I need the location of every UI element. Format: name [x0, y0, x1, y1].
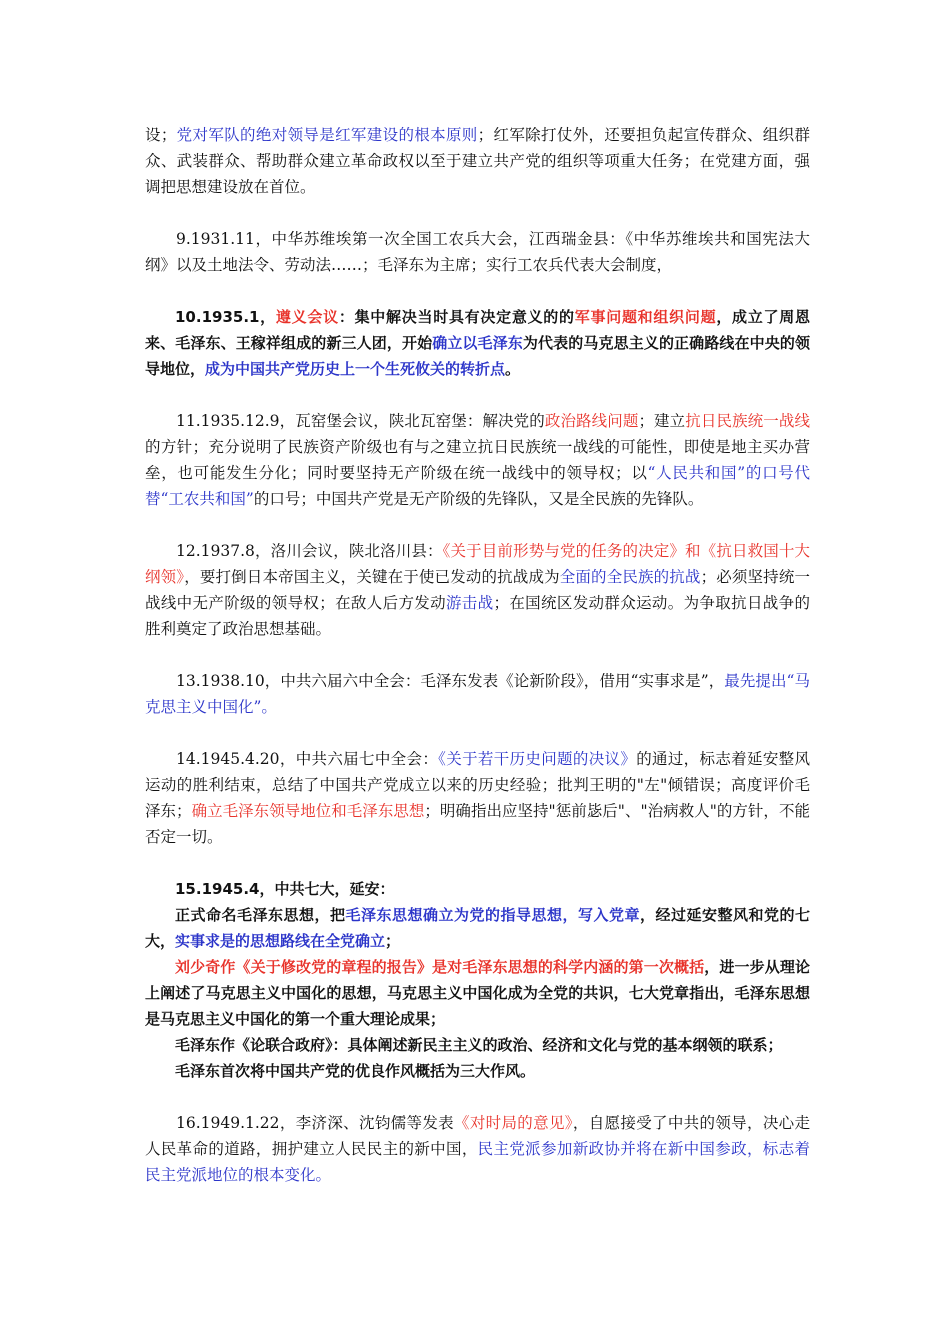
paragraph-12 — [145, 538, 810, 642]
text: 9.1931.11，中华苏维埃第一次全国工农兵大会，江西瑞金县：《中华苏维埃共和国宪法大纲》以及土地法令、劳动法……；毛泽东为主席；实行工农兵代表大会制度， — [145, 230, 810, 274]
text: 14.1945.4.20，中共六届七中全会： — [176, 750, 439, 768]
text: 11.1935.12.9，瓦窑堡会议，陕北瓦窑堡：解决党的 — [176, 412, 545, 430]
highlight-blue: 民主党派参加新政协并将在新中国参政，标志着民主党派地位的根本变化。 — [145, 1140, 810, 1184]
text: 为代表的马克思主义的正确路线在中央的领导地位， — [145, 334, 810, 378]
highlight-blue: 游击战 — [445, 594, 494, 612]
text: ；红军除打仗外，还要担负起宣传群众、组织群众、武装群众、帮助群众建立革命政权以至于建立共产党的组织等项重大任务；在党建方面，强调把思想建设放在首位。 — [145, 126, 810, 196]
text: 16.1949.1.22，李济深、沈钧儒等发表 — [176, 1114, 454, 1132]
paragraph-15-heading — [145, 876, 810, 902]
paragraph-15-line-2 — [145, 954, 810, 1032]
paragraph-13 — [145, 668, 810, 720]
highlight-blue: 全面的全民族的抗战 — [559, 568, 701, 586]
highlight-blue: 党对军队的绝对领导是红军建设的根本原则 — [176, 126, 478, 144]
highlight-red: 遵义会议 — [275, 308, 339, 326]
highlight-blue: 成为中国共产党历史上一个生死攸关的转折点 — [205, 360, 506, 378]
text: ，自愿接受了中共的领导，决心走人民革命的道路，拥护建立人民民主的新中国， — [145, 1114, 810, 1158]
paragraph-15 — [145, 876, 810, 1084]
paragraph-8-continuation — [145, 122, 810, 200]
text: ，成立了周恩来、毛泽东、王稼祥组成的新三人团，开始 — [145, 308, 810, 352]
text: ；明确指出应坚持"惩前毖后"、"治病救人"的方针，不能否定一切。 — [145, 802, 810, 846]
text: 毛泽东作《论联合政府》：具体阐述新民主主义的政治、经济和文化与党的基本纲领的联系； — [175, 1036, 783, 1054]
highlight-blue: 确立以毛泽东 — [432, 334, 523, 352]
highlight-red: 确立毛泽东领导地位和毛泽东思想 — [191, 802, 425, 820]
text: ：集中解决当时具有决定意义的的 — [338, 308, 575, 326]
highlight-red: 刘少奇作《关于修改党的章程的报告》是对毛泽东思想的科学内涵的第一次概括 — [175, 958, 705, 976]
highlight-red: 政治路线问题 — [544, 412, 639, 430]
text: ，经过延安整风和党的七大， — [145, 906, 810, 950]
text: 12.1937.8，洛川会议，陕北洛川县： — [176, 542, 443, 560]
text: 的通过，标志着延安整风运动的胜利结束，总结了中国共产党成立以来的历史经验；批判王明的"左"倾错误；高度评价毛泽东； — [145, 750, 810, 820]
text: 。 — [505, 360, 521, 378]
text: ；必须坚持统一战线中无产阶级的领导权；在敌人后方发动 — [145, 568, 810, 612]
highlight-blue: “人民共和国”的口号代替“工农共和国” — [145, 464, 810, 508]
highlight-blue: 《关于若干历史问题的决议》 — [438, 750, 637, 768]
highlight-blue: 最先提出“马克思主义中国化”。 — [145, 672, 810, 716]
paragraph-14 — [145, 746, 810, 850]
text: 正式命名毛泽东思想，把 — [175, 906, 346, 924]
text: 的口号；中国共产党是无产阶级的先锋队，又是全民族的先锋队。 — [253, 490, 704, 508]
highlight-blue: 毛泽东思想确立为党的指导思想，写入党章 — [345, 906, 640, 924]
text: ，要打倒日本帝国主义，关键在于使已发动的抗战成为 — [184, 568, 560, 586]
text: 15.1945.4，中共七大，延安： — [175, 880, 395, 898]
text: ；在国统区发动群众运动。为争取抗日战争的胜利奠定了政治思想基础。 — [145, 594, 810, 638]
highlight-red: 抗日民族统一战线 — [685, 412, 810, 430]
text: ； — [385, 932, 401, 950]
paragraph-15-line-4 — [145, 1058, 810, 1084]
document-page — [145, 122, 810, 1214]
paragraph-15-line-3 — [145, 1032, 810, 1058]
paragraph-15-line-1 — [145, 902, 810, 954]
paragraph-16 — [145, 1110, 810, 1188]
text: 毛泽东首次将中国共产党的优良作风概括为三大作风。 — [175, 1062, 536, 1080]
text: ；建立 — [638, 412, 686, 430]
highlight-red: 军事问题和组织问题 — [574, 308, 717, 326]
highlight-red: 《对时局的意见》 — [453, 1114, 573, 1132]
text: 13.1938.10，中共六届六中全会：毛泽东发表《论新阶段》，借用“实事求是”， — [176, 672, 725, 690]
highlight-red: 《关于目前形势与党的任务的决定》和《抗日救国十大纲领》 — [145, 542, 810, 586]
paragraph-10 — [145, 304, 810, 382]
text: 10.1935.1， — [175, 308, 276, 326]
text: 设； — [145, 126, 177, 144]
paragraph-11 — [145, 408, 810, 512]
highlight-blue: 实事求是的思想路线在全党确立 — [175, 932, 386, 950]
text: 的方针；充分说明了民族资产阶级也有与之建立抗日民族统一战线的可能性，即使是地主买办营垒，也可能发生分化；同时要坚持无产阶级在统一战线中的领导权；以 — [145, 438, 810, 482]
text: ，进一步从理论上阐述了马克思主义中国化的思想，马克思主义中国化成为全党的共识，七大党章指出，毛泽东思想是马克思主义中国化的第一个重大理论成果； — [145, 958, 810, 1028]
paragraph-9 — [145, 226, 810, 278]
